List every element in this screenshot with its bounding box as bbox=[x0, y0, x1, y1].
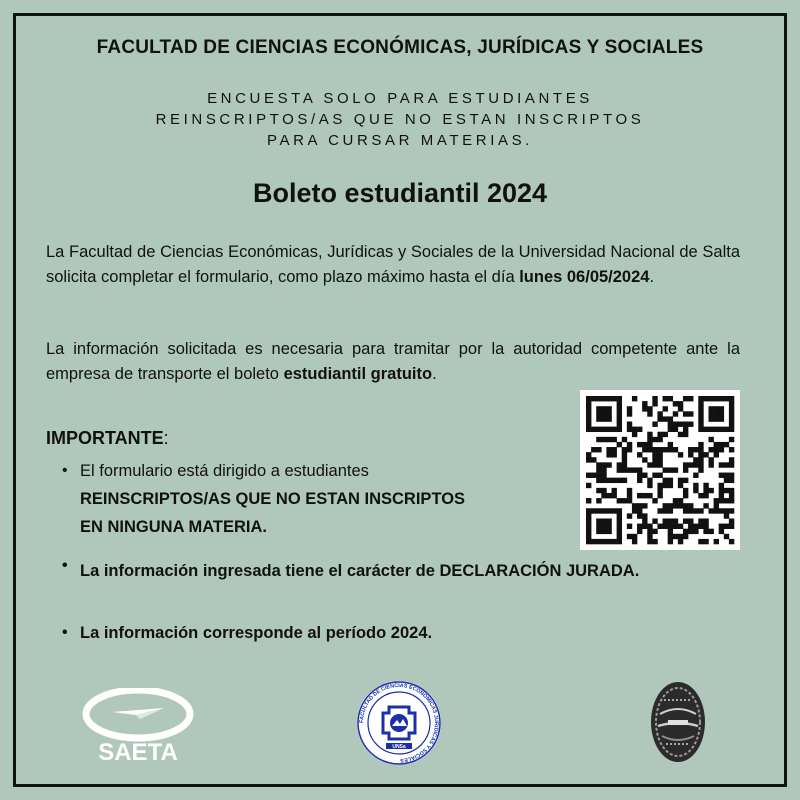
survey-line-3: PARA CURSAR MATERIAS. bbox=[267, 132, 533, 149]
important-label: IMPORTANTE bbox=[46, 428, 164, 448]
saeta-logo bbox=[76, 688, 200, 768]
seal-ring-text: FACULTAD DE CIENCIAS ECONOMICAS JURIDICAS Y SOCIALES bbox=[358, 682, 440, 764]
student-badge-logo bbox=[648, 680, 708, 764]
bullet-2-marker: • bbox=[62, 557, 68, 574]
paragraph-deadline-end: . bbox=[649, 268, 655, 286]
survey-notice bbox=[0, 88, 800, 151]
deadline-date: lunes 06/05/2024 bbox=[519, 268, 650, 286]
paragraph-purpose-end: . bbox=[432, 365, 437, 383]
bullet-1-intro: El formulario está dirigido a estudiantes bbox=[80, 462, 369, 480]
survey-line-1: ENCUESTA SOLO PARA ESTUDIANTES bbox=[207, 90, 593, 107]
paragraph-purpose bbox=[46, 337, 740, 387]
saeta-logo-text: SAETA bbox=[98, 739, 178, 766]
seal-base-text: UNSa bbox=[392, 744, 406, 750]
bullet-1-line-2: REINSCRIPTOS/AS QUE NO ESTAN INSCRIPTOS bbox=[80, 490, 466, 508]
qr-code[interactable] bbox=[580, 390, 740, 550]
page-title: Boleto estudiantil 2024 bbox=[252, 178, 548, 208]
important-colon: : bbox=[163, 428, 169, 448]
bullet-2-declaration: La información ingresada tiene el carácter de DECLARACIÓN JURADA. bbox=[80, 562, 640, 580]
faculty-heading: FACULTAD DE CIENCIAS ECONÓMICAS, JURÍDICAS Y SOCIALES bbox=[96, 37, 704, 58]
paragraph-deadline bbox=[46, 240, 740, 290]
bullet-1-line-3: EN NINGUNA MATERIA. bbox=[80, 518, 267, 536]
bullet-1-marker: • bbox=[62, 462, 68, 479]
paragraph-purpose-text: La información solicitada es necesaria para tramitar por la autoridad competente ante la empresa de transporte el boleto bbox=[46, 340, 740, 383]
bullet-3-marker: • bbox=[62, 624, 68, 641]
faculty-seal-logo bbox=[356, 680, 442, 766]
paragraph-deadline-text: La Facultad de Ciencias Económicas, Jurídicas y Sociales de la Universidad Nacional de Salta solicita completar el formulario, como plazo máximo hasta el día bbox=[46, 243, 740, 286]
bullet-3-period: La información corresponde al período 2024. bbox=[80, 624, 433, 642]
purpose-highlight: estudiantil gratuito bbox=[283, 365, 433, 383]
qr-code-image bbox=[580, 390, 740, 550]
important-heading bbox=[46, 428, 169, 449]
survey-line-2: REINSCRIPTOS/AS QUE NO ESTAN INSCRIPTOS bbox=[155, 111, 645, 128]
